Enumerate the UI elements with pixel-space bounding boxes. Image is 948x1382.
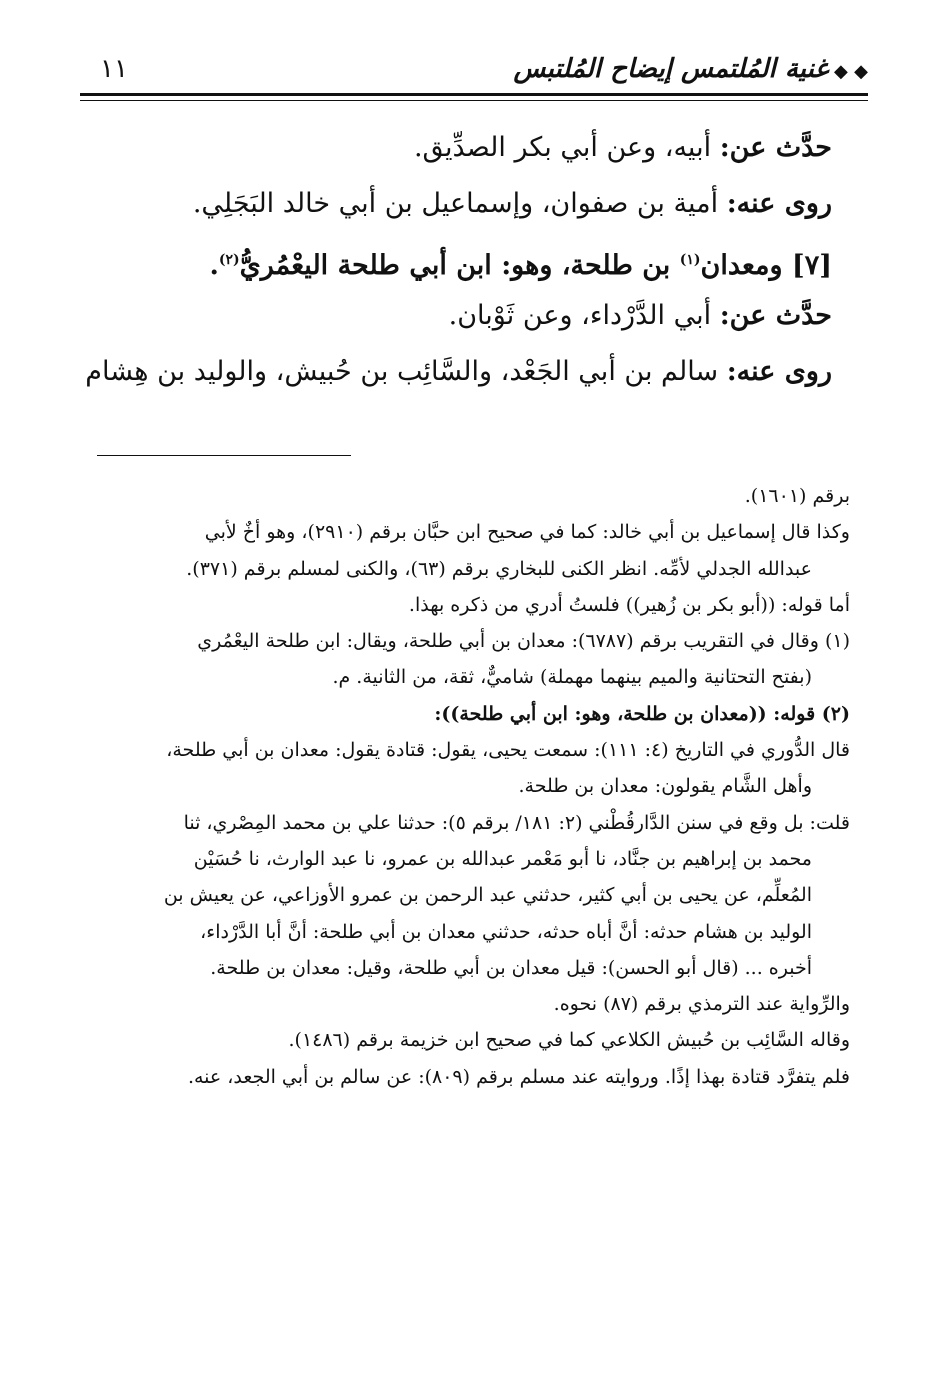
footnote-line: (بفتح التحتانية والميم بينهما مهملة) شاميٌّ، ثقة، من الثانية. م. xyxy=(332,666,812,689)
page-header xyxy=(80,52,868,92)
entry-heading xyxy=(80,232,832,288)
footnote-ref[interactable]: (٢) xyxy=(218,252,240,268)
running-title xyxy=(514,54,868,84)
entry-end: . xyxy=(209,250,219,281)
line-text: أمية بن صفوان، وإسماعيل بن أبي خالد البَجَلِي. xyxy=(192,188,727,219)
main-line xyxy=(80,176,832,232)
book-title: غنية المُلتمس إيضاح المُلتبس xyxy=(513,54,829,84)
line-label: روى عنه: xyxy=(726,188,832,219)
footnotes xyxy=(80,478,850,1095)
header-rule-thin xyxy=(80,100,868,101)
footnote-line: قلت: بل وقع في سنن الدَّارقُطْني (٢: ١٨١/ برقم ٥): حدثنا علي بن محمد المِصْري، ثنا xyxy=(183,811,850,834)
footnote-line: وأهل الشَّام يقولون: معدان بن طلحة. xyxy=(518,775,812,798)
page-number: ١١ xyxy=(100,54,128,84)
line-text: أبي الدَّرْداء، وعن ثَوْبان. xyxy=(448,300,720,331)
footnote-line: عبدالله الجدلي لأمِّه. انظر الكنى للبخاري برقم (٦٣)، والكنى لمسلم برقم (٣٧١). xyxy=(186,557,812,580)
header-rule-thick xyxy=(80,93,868,96)
line-label: حدَّث عن: xyxy=(719,132,832,163)
footnote-line: (٢) قوله: ((معدان بن طلحة، وهو: ابن أبي طلحة)): xyxy=(434,702,850,725)
footnote-line: أما قوله: ((أبو بكر بن زُهير)) فلستُ أدري من ذكره بهذا. xyxy=(408,593,850,616)
footnote-line: وقاله السَّائِب بن حُبيش الكلاعي كما في صحيح ابن خزيمة برقم (١٤٨٦). xyxy=(288,1029,850,1052)
footnote-line: قال الدُّوري في التاريخ (٤: ١١١): سمعت يحيى، يقول: قتادة يقول: معدان بن أبي طلحة، xyxy=(166,739,850,762)
footnote-line: محمد بن إبراهيم بن جنَّاد، نا أبو مَعْمر عبدالله بن عمرو، نا عبد الوارث، نا حُسَيْن xyxy=(193,847,812,870)
main-line xyxy=(80,344,832,400)
footnote-line: وكذا قال إسماعيل بن أبي خالد: كما في صحيح ابن حبَّان برقم (٢٩١٠)، وهو أخٌ لأبي xyxy=(204,521,850,544)
line-text: أبيه، وعن أبي بكر الصدِّيق. xyxy=(413,132,720,163)
footnote-line: برقم (١٦٠١). xyxy=(744,485,850,507)
main-line xyxy=(80,288,832,344)
entry-name-b: بن طلحة، وهو: ابن أبي طلحة اليعْمُريُّ xyxy=(239,250,680,281)
main-text xyxy=(80,120,832,400)
footnote-line: المُعلِّم، عن يحيى بن أبي كثير، حدثني عبد الرحمن بن عمرو الأوزاعي، عن يعيش بن xyxy=(163,884,812,907)
footnote-ref[interactable]: (١) xyxy=(679,252,701,268)
footnote-line: الوليد بن هشام حدثه: أنَّ أباه حدثه، حدثني معدان بن أبي طلحة: أنَّ أبا الدَّرْداء، xyxy=(200,920,812,943)
line-label: حدَّث عن: xyxy=(719,300,832,331)
entry-name-a: [٧] ومعدان xyxy=(700,250,832,281)
line-text: سالم بن أبي الجَعْد، والسَّائِب بن حُبيش، والوليد بن هِشام xyxy=(85,356,727,387)
footnote-line: والرِّواية عند الترمذي برقم (٨٧) نحوه. xyxy=(553,993,850,1016)
diamond-ornament-icon: ◆ ◆ xyxy=(834,61,868,82)
footnote-line: أخبره ... (قال أبو الحسن): قيل معدان بن أبي طلحة، وقيل: معدان بن طلحة. xyxy=(210,956,812,979)
footnote-separator xyxy=(97,455,351,456)
line-label: روى عنه: xyxy=(726,356,832,387)
footnote-line: (١) وقال في التقريب برقم (٦٧٨٧): معدان بن أبي طلحة، ويقال: ابن طلحة اليعْمُري xyxy=(197,630,850,653)
main-line xyxy=(80,120,832,176)
footnote-line: فلم يتفرَّد قتادة بهذا إذًا. وروايته عند مسلم برقم (٨٠٩): عن سالم بن أبي الجعد، عنه. xyxy=(187,1065,850,1088)
